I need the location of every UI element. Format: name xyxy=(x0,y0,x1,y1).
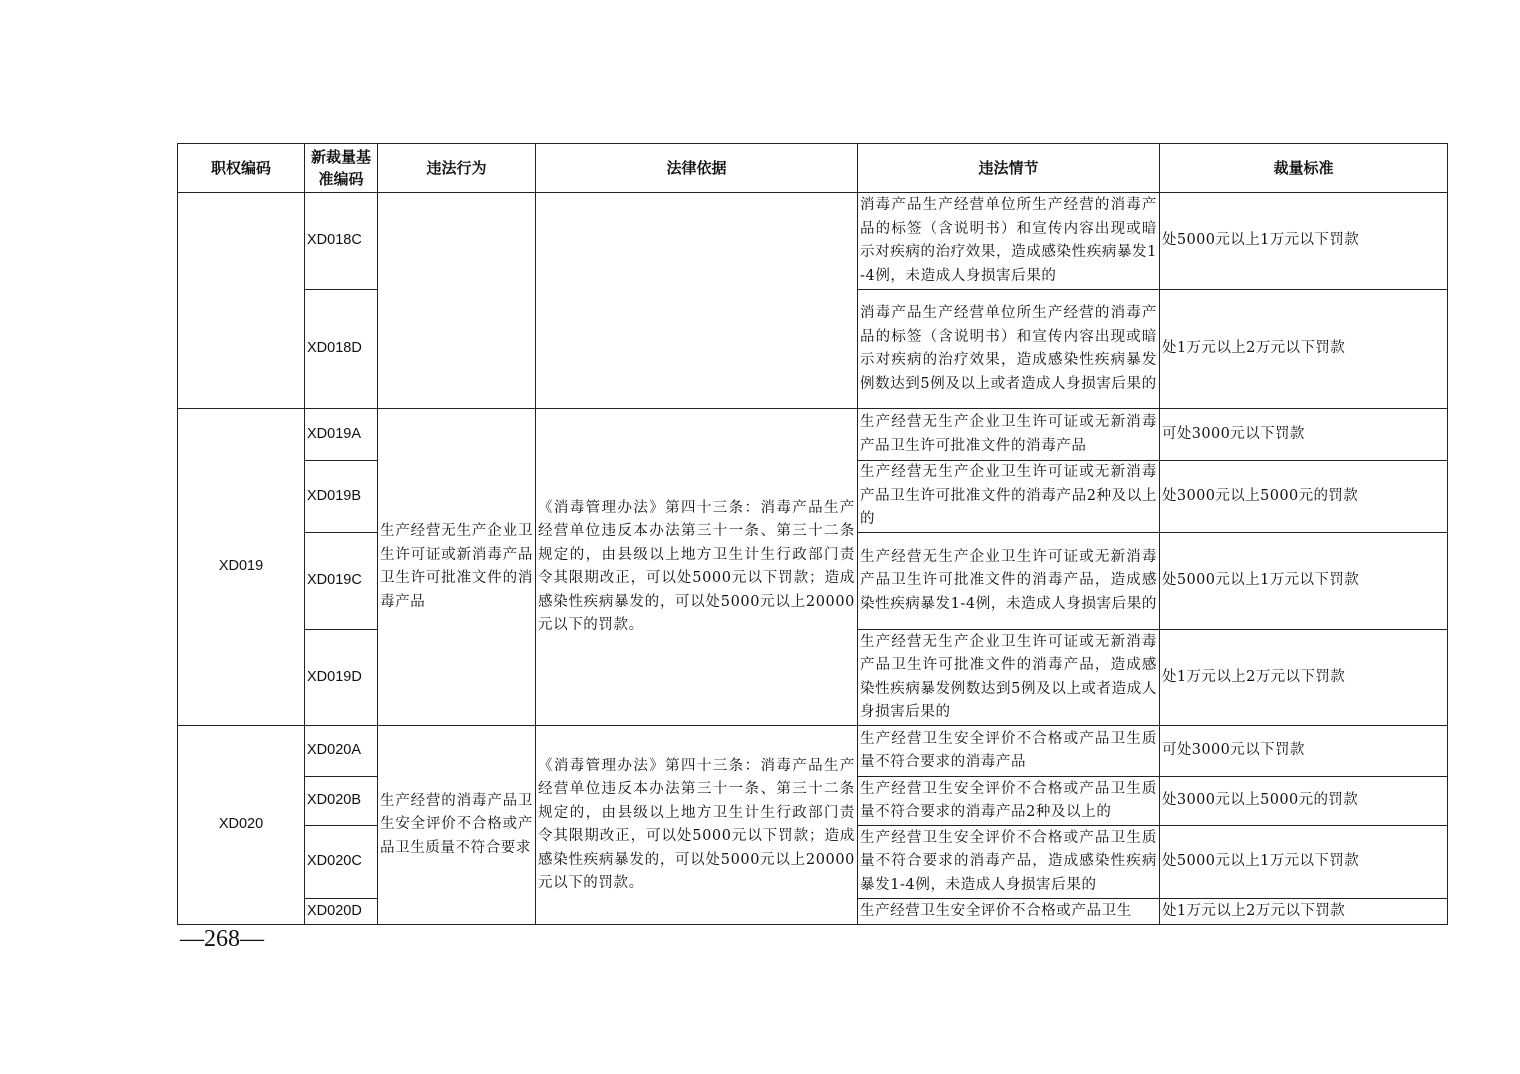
circumstance-cell: 消毒产品生产经营单位所生产经营的消毒产品的标签（含说明书）和宣传内容出现或暗示对疾病的治疗效果，造成感染性疾病暴发例数达到5例及以上或者造成人身损害后果的 xyxy=(858,290,1160,409)
legal-basis-cell: 《消毒管理办法》第四十三条：消毒产品生产经营单位违反本办法第三十一条、第三十二条规定的，由县级以上地方卫生计生行政部门责令其限期改正，可以处5000元以下罚款；造成感染性疾病暴发的，可以处5000元以上20000元以下的罚款。 xyxy=(536,409,858,726)
violation-cell: 生产经营的消毒产品卫生安全评价不合格或产品卫生质量不符合要求 xyxy=(378,726,536,925)
authority-code-cell: XD019 xyxy=(178,409,305,726)
standard-cell: 处1万元以上2万元以下罚款 xyxy=(1160,290,1448,409)
standard-cell: 处1万元以上2万元以下罚款 xyxy=(1160,899,1448,925)
circumstance-cell: 消毒产品生产经营单位所生产经营的消毒产品的标签（含说明书）和宣传内容出现或暗示对疾病的治疗效果，造成感染性疾病暴发1-4例，未造成人身损害后果的 xyxy=(858,193,1160,290)
circumstance-cell: 生产经营卫生安全评价不合格或产品卫生质量不符合要求的消毒产品2种及以上的 xyxy=(858,777,1160,826)
standard-cell: 处5000元以上1万元以下罚款 xyxy=(1160,193,1448,290)
table-row xyxy=(178,726,1448,777)
sub-code-cell: XD020A xyxy=(305,726,378,777)
authority-code-cell xyxy=(178,193,305,409)
sub-code-cell: XD018D xyxy=(305,290,378,409)
circumstance-cell: 生产经营无生产企业卫生许可证或无新消毒产品卫生许可批准文件的消毒产品2种及以上的 xyxy=(858,461,1160,533)
table-row xyxy=(178,409,1448,461)
circumstance-cell: 生产经营无生产企业卫生许可证或无新消毒产品卫生许可批准文件的消毒产品 xyxy=(858,409,1160,461)
standard-cell: 处1万元以上2万元以下罚款 xyxy=(1160,630,1448,726)
circumstance-cell: 生产经营卫生安全评价不合格或产品卫生质量不符合要求的消毒产品，造成感染性疾病暴发1-4例，未造成人身损害后果的 xyxy=(858,826,1160,899)
violation-cell: 生产经营无生产企业卫生许可证或新消毒产品卫生许可批准文件的消毒产品 xyxy=(378,409,536,726)
header-circumstance: 违法情节 xyxy=(858,144,1160,193)
sub-code-cell: XD019B xyxy=(305,461,378,533)
table-header-row xyxy=(178,144,1448,193)
sub-code-cell: XD020C xyxy=(305,826,378,899)
legal-basis-cell: 《消毒管理办法》第四十三条：消毒产品生产经营单位违反本办法第三十一条、第三十二条规定的，由县级以上地方卫生计生行政部门责令其限期改正，可以处5000元以下罚款；造成感染性疾病暴发的，可以处5000元以上20000元以下的罚款。 xyxy=(536,726,858,925)
circumstance-cell: 生产经营卫生安全评价不合格或产品卫生 xyxy=(858,899,1160,925)
circumstance-cell: 生产经营卫生安全评价不合格或产品卫生质量不符合要求的消毒产品 xyxy=(858,726,1160,777)
sub-code-cell: XD018C xyxy=(305,193,378,290)
standard-cell: 可处3000元以下罚款 xyxy=(1160,726,1448,777)
sub-code-cell: XD019C xyxy=(305,533,378,630)
page-number: —268— xyxy=(180,926,264,952)
sub-code-cell: XD019D xyxy=(305,630,378,726)
sub-code-cell: XD019A xyxy=(305,409,378,461)
legal-basis-cell xyxy=(536,193,858,409)
standard-cell: 处3000元以上5000元的罚款 xyxy=(1160,461,1448,533)
header-authority-code: 职权编码 xyxy=(178,144,305,193)
standard-cell: 处3000元以上5000元的罚款 xyxy=(1160,777,1448,826)
header-new-standard-code: 新裁量基准编码 xyxy=(305,144,378,193)
circumstance-cell: 生产经营无生产企业卫生许可证或无新消毒产品卫生许可批准文件的消毒产品，造成感染性疾病暴发例数达到5例及以上或者造成人身损害后果的 xyxy=(858,630,1160,726)
header-legal-basis: 法律依据 xyxy=(536,144,858,193)
circumstance-cell: 生产经营无生产企业卫生许可证或无新消毒产品卫生许可批准文件的消毒产品，造成感染性疾病暴发1-4例，未造成人身损害后果的 xyxy=(858,533,1160,630)
standard-cell: 可处3000元以下罚款 xyxy=(1160,409,1448,461)
header-standard: 裁量标准 xyxy=(1160,144,1448,193)
sub-code-cell: XD020D xyxy=(305,899,378,925)
header-violation: 违法行为 xyxy=(378,144,536,193)
standard-cell: 处5000元以上1万元以下罚款 xyxy=(1160,533,1448,630)
authority-code-cell: XD020 xyxy=(178,726,305,925)
standard-cell: 处5000元以上1万元以下罚款 xyxy=(1160,826,1448,899)
table-row xyxy=(178,193,1448,290)
sub-code-cell: XD020B xyxy=(305,777,378,826)
violation-cell xyxy=(378,193,536,409)
penalty-standards-table xyxy=(177,143,1448,925)
